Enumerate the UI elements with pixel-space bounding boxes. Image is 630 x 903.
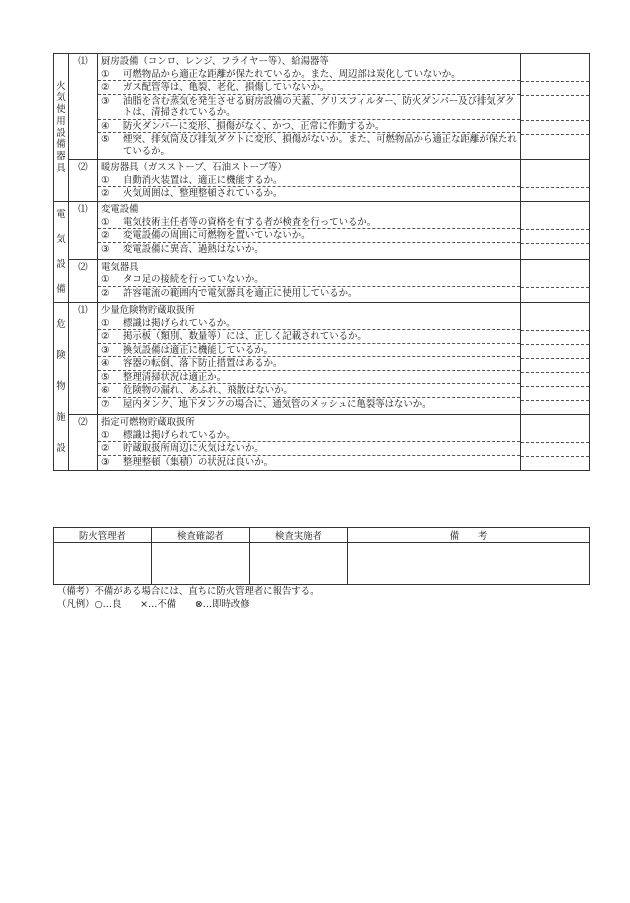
result-subcell[interactable]	[521, 244, 589, 257]
check-item: ② 許容電流の範囲内で電気器具を適正に使用しているか。	[101, 287, 358, 299]
check-item: ③ 変電設備に異音、過熱はないか。	[101, 243, 264, 255]
hazmat-group-2	[54, 415, 590, 471]
check-item: ⑦ 屋内タンク、地下タンクの場合に、通気管のメッシュに亀裂等はないか。	[101, 398, 432, 410]
fire-manager-field[interactable]	[54, 543, 152, 585]
category-fire-equipment: 火気使用設備器具	[54, 54, 69, 202]
check-item: ④ 防火ダンパーに変形、損傷がなく、かつ、正常に作動するか。	[98, 120, 520, 134]
group-items	[98, 160, 521, 202]
group-number: ⑵	[69, 259, 98, 302]
inspection-confirmer-header: 検査確認者	[152, 528, 250, 543]
result-cell[interactable]	[521, 202, 590, 260]
group-title: 変電設備	[101, 204, 139, 215]
result-subcell[interactable]	[521, 260, 589, 288]
result-subcell[interactable]	[521, 331, 589, 345]
group-number: ⑵	[69, 415, 98, 471]
check-item: ⑥ 危険物の漏れ、あふれ、飛散はないか。	[98, 384, 520, 398]
group-title: 電気器具	[101, 261, 139, 273]
result-cell[interactable]	[521, 160, 590, 202]
check-item: ① タコ足の接続を行っていないか。	[98, 273, 520, 287]
result-subcell[interactable]	[521, 401, 589, 414]
result-cell[interactable]	[521, 259, 590, 302]
inspection-executor-field[interactable]	[250, 543, 348, 585]
check-item: ③ 油脂を含む蒸気を発生させる厨房設備の天蓋、グリスフィルター、防火ダンパー及び排気ダクトは、清掃されているか。	[98, 95, 520, 120]
signature-header-row	[54, 528, 590, 543]
group-number: ⑴	[69, 54, 98, 160]
inspection-checklist-table	[53, 53, 590, 471]
check-item: ③ 換気設備は適正に機能しているか。	[98, 344, 520, 358]
inspection-executor-header: 検査実施者	[250, 528, 348, 543]
result-subcell[interactable]	[521, 54, 589, 82]
result-subcell[interactable]	[521, 443, 589, 457]
result-subcell[interactable]	[521, 121, 589, 135]
signature-input-row	[54, 543, 590, 585]
hazmat-group-1	[54, 303, 590, 415]
check-item: ① 自動消火装置は、適正に機能するか。	[98, 174, 520, 188]
group-items	[98, 303, 521, 415]
check-item: ② ガス配管等は、亀裂、老化、損傷していないか。	[98, 81, 520, 95]
group-number: ⑴	[69, 202, 98, 260]
result-cell[interactable]	[521, 415, 590, 471]
electrical-group-2	[54, 259, 590, 302]
check-item: ① 標識は掲げられているか。	[98, 317, 520, 331]
check-item: ① 標識は掲げられているか。	[98, 429, 520, 443]
check-item: ② 火気周囲は、整理整頓されているか。	[101, 188, 283, 199]
group-items	[98, 54, 521, 160]
remarks-header: 備 考	[348, 528, 590, 543]
legend-note: （凡例）○…良 ×…不備 ⊗…即時改修	[57, 598, 250, 610]
result-subcell[interactable]	[521, 230, 589, 244]
result-subcell[interactable]	[521, 303, 589, 331]
result-subcell[interactable]	[521, 188, 589, 201]
result-subcell[interactable]	[521, 288, 589, 301]
group-title: 暖房器具（ガスストーブ、石油ストーブ等）	[101, 162, 287, 173]
check-item: ③ 整理整頓（集積）の状況は良いか。	[101, 456, 274, 468]
check-item: ① 電気技術主任者等の資格を有する者が検査を行っているか。	[98, 216, 520, 230]
signature-table	[53, 527, 590, 585]
remark-note: （備考）不備がある場合には、直ちに防火管理者に報告する。	[57, 586, 320, 597]
check-item: ④ 容器の転倒、落下防止措置はあるか。	[98, 357, 520, 371]
inspection-confirmer-field[interactable]	[152, 543, 250, 585]
check-item: ⑤ 整理清掃状況は適正か。	[98, 371, 520, 385]
group-items	[98, 259, 521, 302]
result-subcell[interactable]	[521, 160, 589, 188]
group-title: 少量危険物貯蔵取扱所	[101, 305, 195, 316]
result-subcell[interactable]	[521, 202, 589, 230]
result-subcell[interactable]	[521, 373, 589, 387]
check-item: ① 可燃物品から適正な距離が保たれているか。また、周辺部は炭化していないか。	[98, 68, 520, 82]
fire-equipment-group-2	[54, 160, 590, 202]
result-subcell[interactable]	[521, 345, 589, 359]
group-number: ⑴	[69, 303, 98, 415]
result-subcell[interactable]	[521, 457, 589, 470]
result-subcell[interactable]	[521, 387, 589, 401]
group-title: 指定可燃物貯蔵取扱所	[101, 417, 195, 428]
remarks-field[interactable]	[348, 543, 590, 585]
fire-equipment-group-1	[54, 54, 590, 160]
category-hazmat: 危険物施設	[54, 303, 69, 471]
check-item: ② 掲示板（類別、数量等）には、正しく記載されているか。	[98, 330, 520, 344]
electrical-group-1	[54, 202, 590, 260]
check-item: ⑤ 煙突、排気筒及び排気ダクトに変形、損傷がないか。また、可燃物品から適正な距離が保たれているか。	[101, 134, 517, 157]
notes	[57, 586, 320, 611]
result-subcell[interactable]	[521, 82, 589, 96]
group-items	[98, 202, 521, 260]
result-cell[interactable]	[521, 54, 590, 160]
result-subcell[interactable]	[521, 135, 589, 159]
fire-manager-header: 防火管理者	[54, 528, 152, 543]
group-items	[98, 415, 521, 471]
group-title: 厨房設備（コンロ、レンジ、フライヤー等）、給湯器等	[101, 56, 329, 67]
result-subcell[interactable]	[521, 359, 589, 373]
category-electrical: 電気設備	[54, 202, 69, 303]
check-item: ② 貯蔵取扱所周辺に火気はないか。	[98, 442, 520, 456]
group-number: ⑵	[69, 160, 98, 202]
result-cell[interactable]	[521, 303, 590, 415]
result-subcell[interactable]	[521, 415, 589, 443]
check-item: ② 変電設備の周囲に可燃物を置いていないか。	[98, 229, 520, 243]
result-subcell[interactable]	[521, 96, 589, 121]
